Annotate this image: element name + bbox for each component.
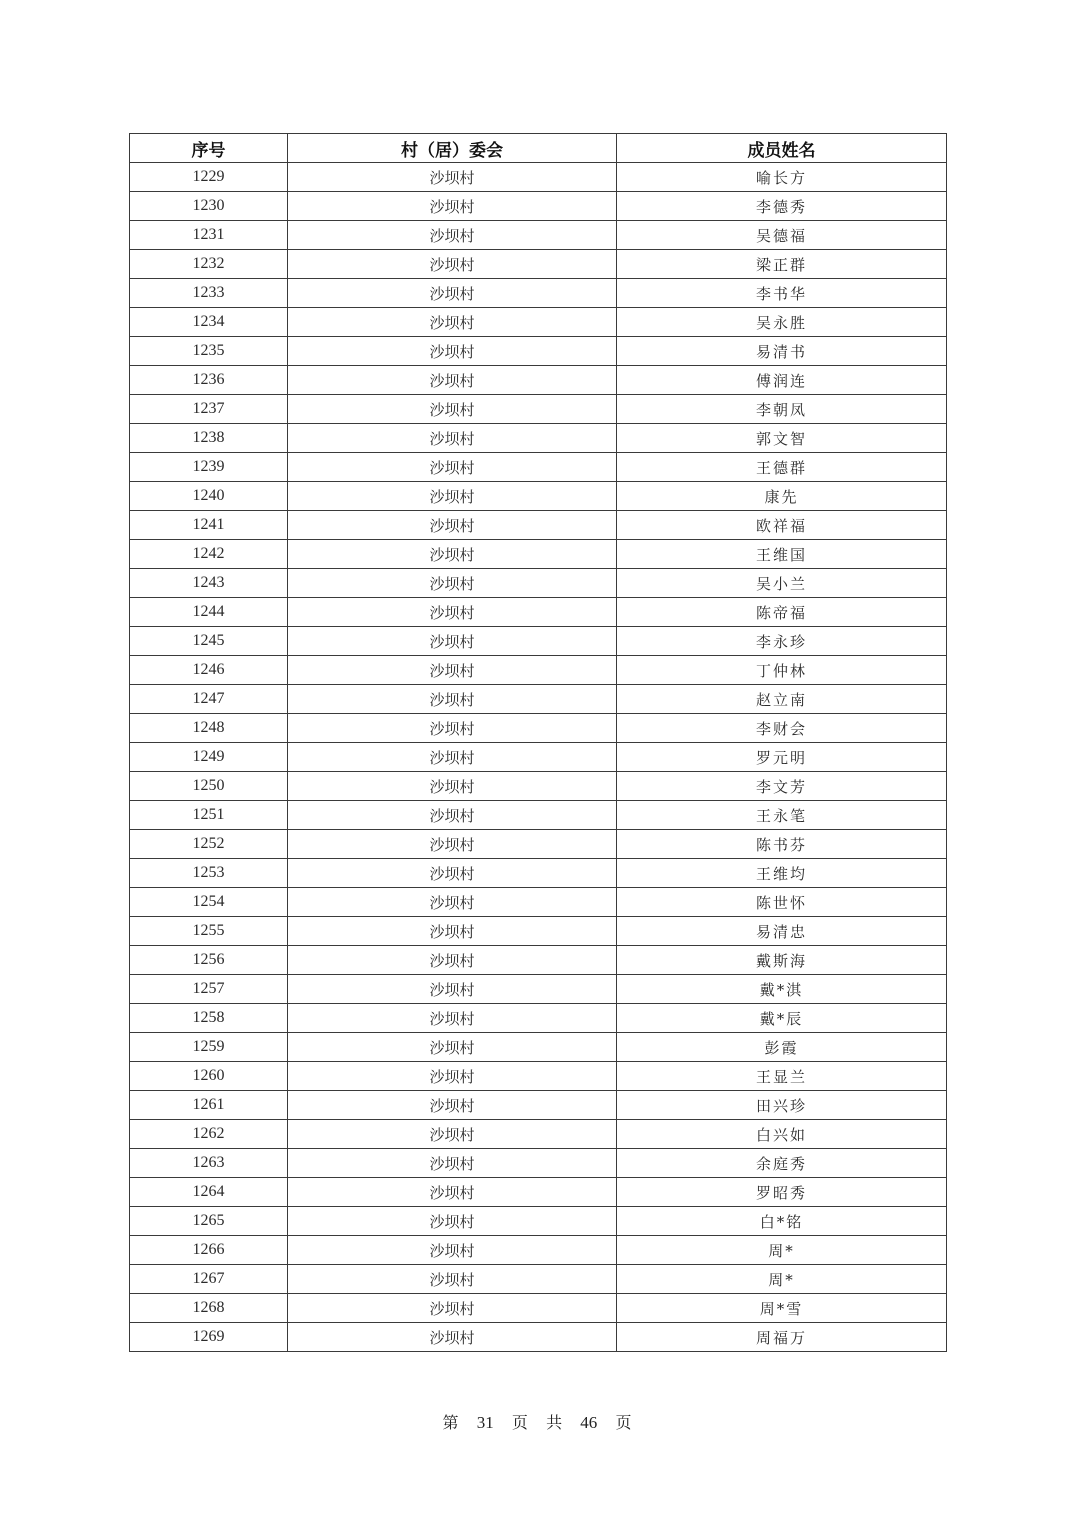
cell-member-name: 王显兰 bbox=[617, 1062, 947, 1091]
cell-serial-number: 1235 bbox=[130, 337, 288, 366]
cell-member-name: 王维均 bbox=[617, 859, 947, 888]
cell-village-committee: 沙坝村 bbox=[288, 1236, 617, 1265]
cell-serial-number: 1256 bbox=[130, 946, 288, 975]
cell-serial-number: 1263 bbox=[130, 1149, 288, 1178]
footer-suffix: 页 bbox=[615, 1413, 632, 1432]
cell-serial-number: 1258 bbox=[130, 1004, 288, 1033]
table-header bbox=[130, 134, 947, 163]
cell-village-committee: 沙坝村 bbox=[288, 1004, 617, 1033]
table-row bbox=[130, 685, 947, 714]
cell-member-name: 李朝凤 bbox=[617, 395, 947, 424]
cell-member-name: 易清书 bbox=[617, 337, 947, 366]
cell-member-name: 周*雪 bbox=[617, 1294, 947, 1323]
cell-village-committee: 沙坝村 bbox=[288, 337, 617, 366]
cell-village-committee: 沙坝村 bbox=[288, 569, 617, 598]
cell-village-committee: 沙坝村 bbox=[288, 308, 617, 337]
cell-serial-number: 1261 bbox=[130, 1091, 288, 1120]
table-row bbox=[130, 830, 947, 859]
cell-village-committee: 沙坝村 bbox=[288, 1178, 617, 1207]
table-row bbox=[130, 917, 947, 946]
table-row bbox=[130, 743, 947, 772]
cell-serial-number: 1252 bbox=[130, 830, 288, 859]
cell-village-committee: 沙坝村 bbox=[288, 946, 617, 975]
cell-member-name: 罗昭秀 bbox=[617, 1178, 947, 1207]
table-row bbox=[130, 627, 947, 656]
cell-member-name: 王德群 bbox=[617, 453, 947, 482]
cell-member-name: 赵立南 bbox=[617, 685, 947, 714]
cell-member-name: 吴永胜 bbox=[617, 308, 947, 337]
cell-serial-number: 1248 bbox=[130, 714, 288, 743]
cell-member-name: 戴斯海 bbox=[617, 946, 947, 975]
table-row bbox=[130, 250, 947, 279]
table-row bbox=[130, 424, 947, 453]
cell-member-name: 戴*淇 bbox=[617, 975, 947, 1004]
cell-serial-number: 1255 bbox=[130, 917, 288, 946]
table-row bbox=[130, 975, 947, 1004]
cell-village-committee: 沙坝村 bbox=[288, 801, 617, 830]
cell-village-committee: 沙坝村 bbox=[288, 221, 617, 250]
cell-serial-number: 1251 bbox=[130, 801, 288, 830]
cell-village-committee: 沙坝村 bbox=[288, 250, 617, 279]
cell-member-name: 李文芳 bbox=[617, 772, 947, 801]
cell-member-name: 陈世怀 bbox=[617, 888, 947, 917]
table-row bbox=[130, 1149, 947, 1178]
cell-member-name: 梁正群 bbox=[617, 250, 947, 279]
table-row bbox=[130, 337, 947, 366]
cell-serial-number: 1240 bbox=[130, 482, 288, 511]
cell-serial-number: 1241 bbox=[130, 511, 288, 540]
cell-serial-number: 1267 bbox=[130, 1265, 288, 1294]
cell-serial-number: 1269 bbox=[130, 1323, 288, 1352]
cell-member-name: 李永珍 bbox=[617, 627, 947, 656]
footer-page-word: 页 bbox=[511, 1413, 528, 1432]
table-body bbox=[130, 163, 947, 1352]
cell-serial-number: 1242 bbox=[130, 540, 288, 569]
cell-serial-number: 1250 bbox=[130, 772, 288, 801]
cell-member-name: 康先 bbox=[617, 482, 947, 511]
cell-member-name: 欧祥福 bbox=[617, 511, 947, 540]
cell-serial-number: 1234 bbox=[130, 308, 288, 337]
cell-village-committee: 沙坝村 bbox=[288, 163, 617, 192]
cell-member-name: 吴小兰 bbox=[617, 569, 947, 598]
table-row bbox=[130, 1323, 947, 1352]
table-row bbox=[130, 656, 947, 685]
cell-member-name: 丁仲林 bbox=[617, 656, 947, 685]
table-row bbox=[130, 366, 947, 395]
cell-village-committee: 沙坝村 bbox=[288, 975, 617, 1004]
cell-village-committee: 沙坝村 bbox=[288, 482, 617, 511]
cell-member-name: 周* bbox=[617, 1265, 947, 1294]
cell-village-committee: 沙坝村 bbox=[288, 453, 617, 482]
table-row bbox=[130, 511, 947, 540]
cell-serial-number: 1266 bbox=[130, 1236, 288, 1265]
cell-village-committee: 沙坝村 bbox=[288, 1294, 617, 1323]
cell-village-committee: 沙坝村 bbox=[288, 888, 617, 917]
cell-serial-number: 1246 bbox=[130, 656, 288, 685]
table-row bbox=[130, 1120, 947, 1149]
cell-member-name: 李德秀 bbox=[617, 192, 947, 221]
cell-member-name: 王永笔 bbox=[617, 801, 947, 830]
cell-village-committee: 沙坝村 bbox=[288, 714, 617, 743]
cell-village-committee: 沙坝村 bbox=[288, 1062, 617, 1091]
table-row bbox=[130, 1091, 947, 1120]
cell-village-committee: 沙坝村 bbox=[288, 192, 617, 221]
cell-serial-number: 1236 bbox=[130, 366, 288, 395]
cell-village-committee: 沙坝村 bbox=[288, 685, 617, 714]
table-row bbox=[130, 772, 947, 801]
table-row bbox=[130, 540, 947, 569]
cell-serial-number: 1231 bbox=[130, 221, 288, 250]
cell-serial-number: 1238 bbox=[130, 424, 288, 453]
table-row bbox=[130, 192, 947, 221]
table-row bbox=[130, 395, 947, 424]
cell-member-name: 王维国 bbox=[617, 540, 947, 569]
cell-member-name: 周* bbox=[617, 1236, 947, 1265]
cell-village-committee: 沙坝村 bbox=[288, 627, 617, 656]
table-row bbox=[130, 1033, 947, 1062]
table-row bbox=[130, 482, 947, 511]
cell-village-committee: 沙坝村 bbox=[288, 1091, 617, 1120]
cell-member-name: 彭霞 bbox=[617, 1033, 947, 1062]
cell-member-name: 陈帝福 bbox=[617, 598, 947, 627]
cell-member-name: 周福万 bbox=[617, 1323, 947, 1352]
table-row bbox=[130, 1062, 947, 1091]
table-row bbox=[130, 163, 947, 192]
cell-serial-number: 1247 bbox=[130, 685, 288, 714]
cell-serial-number: 1232 bbox=[130, 250, 288, 279]
cell-village-committee: 沙坝村 bbox=[288, 917, 617, 946]
cell-village-committee: 沙坝村 bbox=[288, 1265, 617, 1294]
cell-member-name: 李财会 bbox=[617, 714, 947, 743]
cell-member-name: 傅润连 bbox=[617, 366, 947, 395]
footer-total-word: 共 bbox=[546, 1413, 563, 1432]
footer-current-page: 31 bbox=[476, 1413, 494, 1432]
header-serial-number: 序号 bbox=[130, 134, 288, 163]
table-row bbox=[130, 801, 947, 830]
table-row bbox=[130, 569, 947, 598]
cell-serial-number: 1264 bbox=[130, 1178, 288, 1207]
cell-serial-number: 1260 bbox=[130, 1062, 288, 1091]
table-row bbox=[130, 859, 947, 888]
cell-village-committee: 沙坝村 bbox=[288, 511, 617, 540]
cell-village-committee: 沙坝村 bbox=[288, 656, 617, 685]
table-row bbox=[130, 1178, 947, 1207]
cell-member-name: 喻长方 bbox=[617, 163, 947, 192]
cell-member-name: 白兴如 bbox=[617, 1120, 947, 1149]
cell-serial-number: 1253 bbox=[130, 859, 288, 888]
table-row bbox=[130, 279, 947, 308]
cell-serial-number: 1249 bbox=[130, 743, 288, 772]
cell-serial-number: 1268 bbox=[130, 1294, 288, 1323]
header-member-name: 成员姓名 bbox=[617, 134, 947, 163]
cell-serial-number: 1259 bbox=[130, 1033, 288, 1062]
cell-member-name: 田兴珍 bbox=[617, 1091, 947, 1120]
cell-village-committee: 沙坝村 bbox=[288, 540, 617, 569]
header-row bbox=[130, 134, 947, 163]
cell-serial-number: 1245 bbox=[130, 627, 288, 656]
cell-village-committee: 沙坝村 bbox=[288, 1033, 617, 1062]
table-row bbox=[130, 1294, 947, 1323]
cell-member-name: 陈书芬 bbox=[617, 830, 947, 859]
cell-member-name: 余庭秀 bbox=[617, 1149, 947, 1178]
cell-village-committee: 沙坝村 bbox=[288, 1149, 617, 1178]
header-village-committee: 村（居）委会 bbox=[288, 134, 617, 163]
table-row bbox=[130, 453, 947, 482]
cell-serial-number: 1244 bbox=[130, 598, 288, 627]
table-row bbox=[130, 308, 947, 337]
cell-village-committee: 沙坝村 bbox=[288, 772, 617, 801]
cell-village-committee: 沙坝村 bbox=[288, 279, 617, 308]
table-row bbox=[130, 1236, 947, 1265]
cell-village-committee: 沙坝村 bbox=[288, 1207, 617, 1236]
member-roster-table bbox=[129, 133, 947, 1352]
cell-member-name: 郭文智 bbox=[617, 424, 947, 453]
cell-serial-number: 1229 bbox=[130, 163, 288, 192]
cell-member-name: 戴*辰 bbox=[617, 1004, 947, 1033]
table-row bbox=[130, 1004, 947, 1033]
cell-village-committee: 沙坝村 bbox=[288, 1323, 617, 1352]
cell-member-name: 白*铭 bbox=[617, 1207, 947, 1236]
table-row bbox=[130, 714, 947, 743]
cell-serial-number: 1254 bbox=[130, 888, 288, 917]
cell-village-committee: 沙坝村 bbox=[288, 424, 617, 453]
cell-serial-number: 1265 bbox=[130, 1207, 288, 1236]
cell-village-committee: 沙坝村 bbox=[288, 598, 617, 627]
table-row bbox=[130, 888, 947, 917]
cell-serial-number: 1230 bbox=[130, 192, 288, 221]
cell-member-name: 吴德福 bbox=[617, 221, 947, 250]
table-row bbox=[130, 598, 947, 627]
footer-total-pages: 46 bbox=[580, 1413, 598, 1432]
cell-village-committee: 沙坝村 bbox=[288, 1120, 617, 1149]
cell-serial-number: 1239 bbox=[130, 453, 288, 482]
table-row bbox=[130, 946, 947, 975]
table-row bbox=[130, 221, 947, 250]
cell-serial-number: 1262 bbox=[130, 1120, 288, 1149]
cell-member-name: 易清忠 bbox=[617, 917, 947, 946]
cell-member-name: 李书华 bbox=[617, 279, 947, 308]
table-row bbox=[130, 1207, 947, 1236]
cell-village-committee: 沙坝村 bbox=[288, 830, 617, 859]
page-footer bbox=[0, 1410, 1074, 1433]
cell-village-committee: 沙坝村 bbox=[288, 366, 617, 395]
cell-village-committee: 沙坝村 bbox=[288, 743, 617, 772]
cell-serial-number: 1237 bbox=[130, 395, 288, 424]
cell-village-committee: 沙坝村 bbox=[288, 859, 617, 888]
cell-serial-number: 1257 bbox=[130, 975, 288, 1004]
cell-serial-number: 1243 bbox=[130, 569, 288, 598]
cell-member-name: 罗元明 bbox=[617, 743, 947, 772]
table-row bbox=[130, 1265, 947, 1294]
footer-prefix: 第 bbox=[442, 1413, 459, 1432]
cell-serial-number: 1233 bbox=[130, 279, 288, 308]
cell-village-committee: 沙坝村 bbox=[288, 395, 617, 424]
